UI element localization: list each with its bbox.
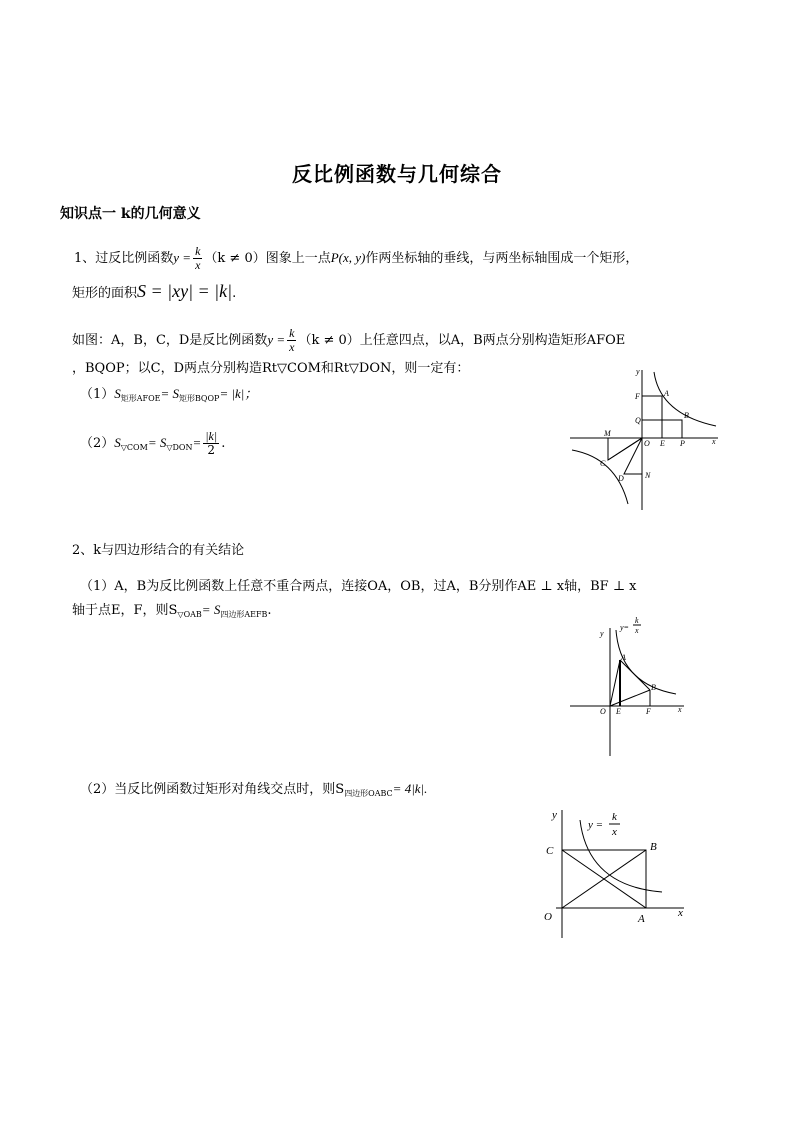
s2-item2 xyxy=(80,779,427,804)
c1-sub-b: 矩形BQOP xyxy=(179,394,220,403)
label-x: x xyxy=(678,907,683,919)
label-c: C xyxy=(600,459,606,468)
label-x: x xyxy=(678,705,682,714)
c2-num: |k| xyxy=(205,429,218,443)
hyperbola xyxy=(616,630,676,694)
label-y: y xyxy=(552,809,557,821)
intro-cond: （k ≠ 0）上任意四点，以A，B两点分别构造矩形AFOE xyxy=(298,333,626,348)
c1-mid: = S xyxy=(160,386,180,401)
intro-fraction xyxy=(287,327,296,354)
rectangle-afoe xyxy=(642,396,662,438)
label-eq-y: y = xyxy=(588,819,604,831)
frac-num: k xyxy=(289,326,295,340)
frac-den: x xyxy=(195,258,201,272)
c2-label: （2） xyxy=(80,436,115,451)
label-n: N xyxy=(645,471,651,480)
frac-den: x xyxy=(289,340,295,354)
label-b: B xyxy=(684,411,689,420)
s2-item1-mid: = S xyxy=(201,602,221,617)
label-q: Q xyxy=(635,416,641,425)
figure-3-rectangle-oabc xyxy=(536,802,692,942)
label-eq-x: x xyxy=(635,626,639,635)
intro-text-a: 如图：A，B，C，D是反比例函数 xyxy=(72,333,268,348)
label-e: E xyxy=(616,707,621,716)
segment-ab xyxy=(620,660,650,690)
item1-yeq: y = xyxy=(173,250,192,265)
c1-end: = |k|； xyxy=(219,386,258,401)
s2-item1-sub-b: 四边形AEFB xyxy=(220,610,268,619)
label-a: A xyxy=(638,913,645,925)
page-title: 反比例函数与几何综合 xyxy=(292,162,502,186)
label-f: F xyxy=(635,392,640,401)
label-eq-y: y= xyxy=(620,623,629,632)
c2-mid: = S xyxy=(147,435,167,450)
s2-item1-text: 轴于点E，F，则S xyxy=(72,603,178,618)
section-heading-1: 知识点一 k的几何意义 xyxy=(60,206,201,222)
label-o: O xyxy=(644,439,650,448)
s2-item1-end: . xyxy=(267,603,272,618)
label-eq-k: k xyxy=(612,811,617,823)
label-x: x xyxy=(712,437,716,446)
label-a: A xyxy=(664,389,669,398)
c2-end: . xyxy=(221,436,226,451)
s2-item1-sub-a: ▽OAB xyxy=(177,610,202,619)
section-heading-2: 2、k与四边形结合的有关结论 xyxy=(72,543,245,558)
c2-den: 2 xyxy=(207,443,216,457)
label-o: O xyxy=(544,911,552,923)
intro-line1 xyxy=(72,327,625,354)
label-eq-k: k xyxy=(635,616,639,625)
label-f: F xyxy=(646,707,651,716)
c1-s: S xyxy=(114,386,121,401)
item1-line1 xyxy=(74,245,638,272)
label-d: D xyxy=(618,474,624,483)
item1-rest: 作两坐标轴的垂线，与两坐标轴围成一个矩形， xyxy=(365,251,639,266)
figure-1-hyperbola-rectangles xyxy=(566,364,726,514)
item1-line2 xyxy=(72,281,236,304)
c2-sub-a: ▽COM xyxy=(120,443,148,452)
item1-fraction xyxy=(193,245,202,272)
item1-point: P(x, y) xyxy=(330,250,366,265)
c1-sub-a: 矩形AFOE xyxy=(120,394,161,403)
s2-item1-line1: （1）A，B为反比例函数上任意不重合两点，连接OA，OB，过A，B分别作AE ⊥ x轴，BF ⊥ x xyxy=(80,579,637,594)
figure-2-triangle-oab xyxy=(566,612,690,760)
label-p: P xyxy=(680,439,685,448)
item1-line2-prefix: 矩形的面积 xyxy=(72,286,138,301)
conclusion-2 xyxy=(80,430,225,458)
c2-s: S xyxy=(114,435,121,450)
c2-eq: = xyxy=(192,435,202,450)
area-formula: S = |xy| = |k| xyxy=(137,281,233,301)
item1-cond: （k ≠ 0）图象上一点 xyxy=(204,251,331,266)
s2-item2-sub: 四边形OABC xyxy=(344,789,393,798)
label-b: B xyxy=(651,683,656,692)
label-m: M xyxy=(604,429,611,438)
s2-item1-line2 xyxy=(72,600,272,625)
label-eq-x: x xyxy=(612,826,617,838)
c2-fraction xyxy=(203,430,219,457)
item1-line2-end: . xyxy=(232,286,237,301)
label-y: y xyxy=(636,367,640,376)
item1-prefix: 1、过反比例函数 xyxy=(74,251,174,266)
conclusion-1 xyxy=(80,384,257,409)
intro-line2: ，BQOP；以C，D两点分别构造Rt▽COM和Rt▽DON，则一定有： xyxy=(72,361,470,376)
label-y: y xyxy=(600,629,604,638)
label-c: C xyxy=(546,845,554,857)
s2-item2-end: = 4|k|. xyxy=(392,781,428,796)
segment-ob xyxy=(610,690,650,706)
label-a: A xyxy=(621,653,626,662)
segment-oa xyxy=(610,660,620,706)
c2-sub-b: ▽DON xyxy=(166,443,193,452)
label-o: O xyxy=(600,707,606,716)
frac-num: k xyxy=(195,244,201,258)
intro-yeq: y = xyxy=(267,332,286,347)
c1-label: （1） xyxy=(80,387,115,402)
label-b: B xyxy=(650,841,657,853)
s2-item2-text: （2）当反比例函数过矩形对角线交点时，则S xyxy=(80,782,345,797)
label-e: E xyxy=(660,439,665,448)
